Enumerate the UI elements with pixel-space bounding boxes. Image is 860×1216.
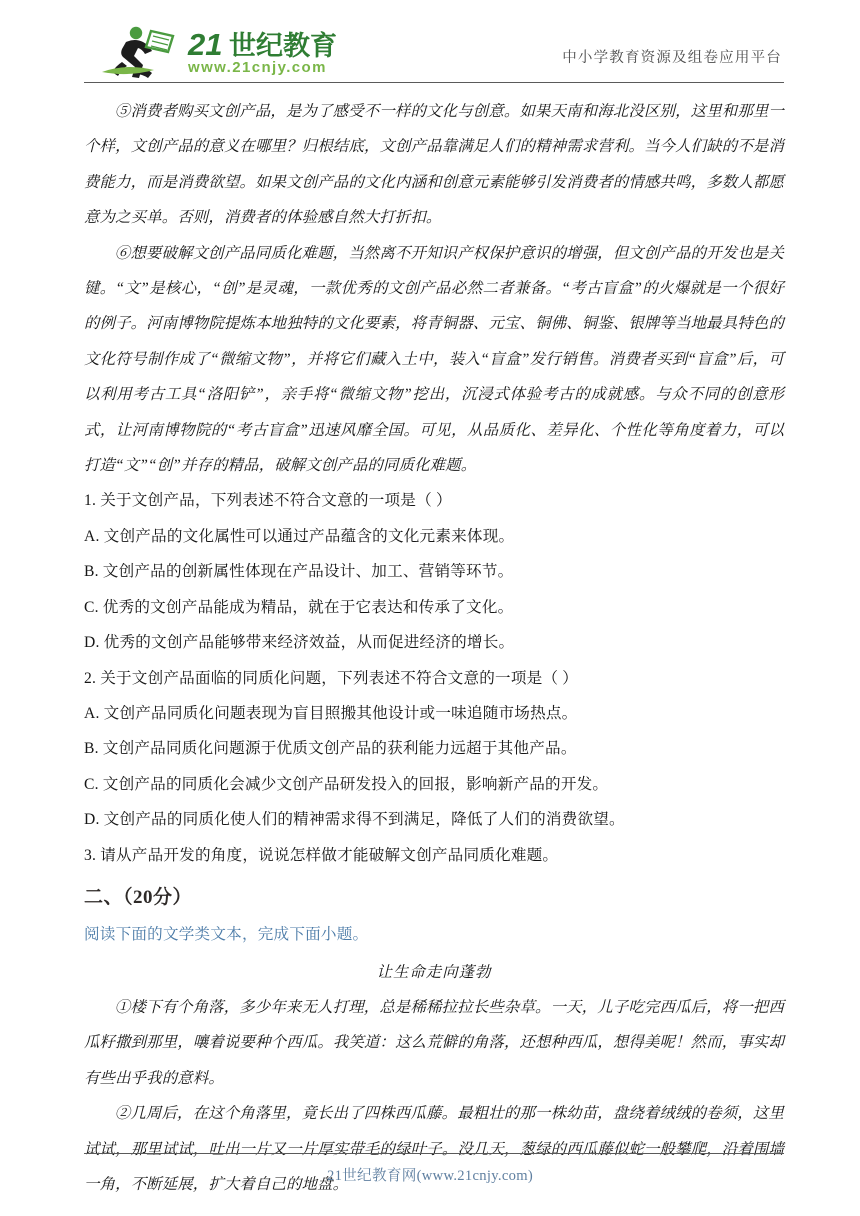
runner-icon <box>102 27 173 78</box>
question-option[interactable]: A. 文创产品同质化问题表现为盲目照搬其他设计或一味追随市场热点。 <box>84 704 578 722</box>
question-option[interactable]: C. 文创产品的同质化会减少文创产品研发投入的回报，影响新产品的开发。 <box>84 775 609 793</box>
svg-text:世纪教育: 世纪教育 <box>229 31 337 61</box>
question-stem: 3. 请从产品开发的角度，说说怎样做才能破解文创产品同质化难题。 <box>84 846 559 864</box>
logo-graphic <box>96 22 396 80</box>
article-paragraph <box>84 990 784 1096</box>
article-paragraph: ②几周后，在这个角落里，竟长出了四株西瓜藤。最粗壮的那一株幼苗，盘绕着绒绒的卷须，这里试试，那里试试，吐出一片又一片厚实带毛的绿叶子。没几天，葱绿的西瓜藤似蛇一般攀爬，沿着围墙一角，不断延展，扩大着自己的地盘。 <box>84 1105 784 1193</box>
section-heading: 二、（20分） <box>84 886 193 908</box>
article-paragraph-lead: ①楼下有个角落，多少年来无人打理，总是稀稀拉拉长些杂草。一天，儿子吃完西瓜后，将一把西瓜籽撒到那里，嚷着说要种个西瓜。我笑道：这么荒僻的角落，还想种西瓜，想得美呢！然而， <box>84 998 784 1052</box>
question-option[interactable]: C. 优秀的文创产品能成为精品，就在于它表达和传承了文化。 <box>84 598 514 616</box>
question-option[interactable]: A. 文创产品的文化属性可以通过产品蕴含的文化元素来体现。 <box>84 527 515 545</box>
question-option[interactable]: D. 优秀的文创产品能够带来经济效益，从而促进经济的增长。 <box>84 634 515 652</box>
logo-wordmark <box>187 27 337 76</box>
passage-paragraph: ⑤消费者购买文创产品，是为了感受不一样的文化与创意。如果天南和海北没区别，这里和那里一个样，文创产品的意义在哪里？归根结底，文创产品靠满足人们的精神需求营利。当今人们缺的不是消费能力，而是消费欲望。如果文创产品的文化内涵和创意元素能够引发消费者的情感共鸣，多数人都愿意为之买单。否则，消费者的体验感自然大打折扣。 <box>84 103 784 227</box>
question-option[interactable]: D. 文创产品的同质化使人们的精神需求得不到满足，降低了人们的消费欲望。 <box>84 811 625 829</box>
footer-credit: 21世纪教育网(www.21cnjy.com) <box>326 1168 534 1184</box>
article-title: 让生命走向蓬勃 <box>376 963 492 981</box>
question-option[interactable]: B. 文创产品同质化问题源于优质文创产品的获利能力远超于其他产品。 <box>84 740 577 758</box>
question-stem: 1. 关于文创产品，下列表述不符合文意的一项是（ ） <box>84 492 452 510</box>
page-header <box>84 18 784 80</box>
page-body <box>84 94 784 1202</box>
section-instruction: 阅读下面的文学类文本，完成下面小题。 <box>84 925 369 943</box>
svg-text:www.21cnjy.com: www.21cnjy.com <box>188 59 327 76</box>
passage-paragraph: ⑥想要破解文创产品同质化难题，当然离不开知识产权保护意识的增强，但文创产品的开发也是关键。“文”是核心，“创”是灵魂，一款优秀的文创产品必然二者兼备。“考古盲盒”的火爆就是一个很好的例子。河南博物院提炼本地独特的文化要素，将青铜器、元宝、铜佛、铜鉴、银牌等当地最具特色的文化符号制作成了“微缩文物”，并将它们藏入土中，装入“盲盒”发行销售。消费者买到“盲盒”后，可以利用考古工具“洛阳铲”，亲手将“微缩文物”挖出，沉浸式体验考古的成就感。与众不同的创意形式，让河南博物院的“考古盲盒”迅速风靡全国。可见，从品质化、差异化、个性化等角度着力，可以打造“文”“创”并存的精品，破解文创产品的同质化难题。 <box>84 244 784 475</box>
question-stem: 2. 关于文创产品面临的同质化问题，下列表述不符合文意的一项是（ ） <box>84 669 579 687</box>
footer-divider <box>84 1153 784 1154</box>
svg-text:21: 21 <box>188 27 223 62</box>
question-option[interactable]: B. 文创产品的创新属性体现在产品设计、加工、营销等环节。 <box>84 563 514 581</box>
header-divider <box>84 82 784 83</box>
site-logo <box>96 22 396 80</box>
emphasized-text: 事实却有些出乎我的意料。 <box>84 1034 784 1087</box>
header-tagline: 中小学教育资源及组卷应用平台 <box>562 50 782 66</box>
